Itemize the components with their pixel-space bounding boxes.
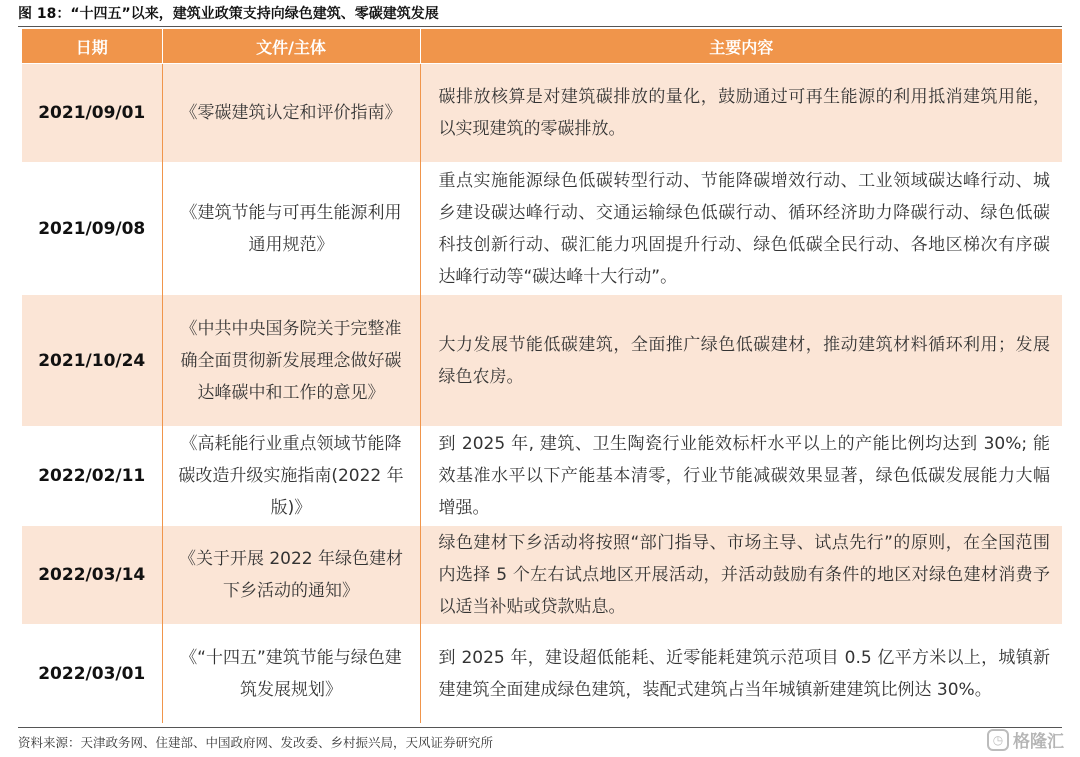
policy-table <box>22 29 1062 723</box>
table-row <box>22 163 1062 295</box>
header-content: 主要内容 <box>420 29 1062 64</box>
row-doc: 《建筑节能与可再生能源利用通用规范》 <box>162 163 420 295</box>
gelonghui-logo-icon: ◷ <box>987 729 1009 751</box>
header-date: 日期 <box>22 29 162 64</box>
row-content: 到 2025 年, 建筑、卫生陶瓷行业能效标杆水平以上的产能比例均达到 30%; 能效基准水平以下产能基本清零，行业节能减碳效果显著，绿色低碳发展能力大幅增强。 <box>420 427 1062 526</box>
row-content: 重点实施能源绿色低碳转型行动、节能降碳增效行动、工业领域碳达峰行动、城乡建设碳达峰行动、交通运输绿色低碳行动、循环经济助力降碳行动、绿色低碳科技创新行动、碳汇能力巩固提升行动、绿色低碳全民行动、各地区梯次有序碳达峰行动等“碳达峰十大行动”。 <box>420 163 1062 295</box>
table-row <box>22 295 1062 427</box>
row-doc: 《中共中央国务院关于完整准确全面贯彻新发展理念做好碳达峰碳中和工作的意见》 <box>162 295 420 427</box>
row-content: 到 2025 年，建设超低能耗、近零能耗建筑示范项目 0.5 亿平方米以上，城镇新建建筑全面建成绿色建筑，装配式建筑占当年城镇新建建筑比例达 30%。 <box>420 625 1062 723</box>
source-note: 资料来源：天津政务网、住建部、中国政府网、发改委、乡村振兴局，天风证券研究所 <box>18 735 494 750</box>
row-date: 2021/09/08 <box>22 163 162 295</box>
top-rule <box>18 26 1062 27</box>
row-content: 绿色建材下乡活动将按照“部门指导、市场主导、试点先行”的原则，在全国范围内选择 5 个左右试点地区开展活动，并活动鼓励有条件的地区对绿色建材消费予以适当补贴或贷款贴息。 <box>420 526 1062 625</box>
table-row <box>22 625 1062 723</box>
row-date: 2021/09/01 <box>22 64 162 163</box>
row-content: 碳排放核算是对建筑碳排放的量化，鼓励通过可再生能源的利用抵消建筑用能，以实现建筑的零碳排放。 <box>420 64 1062 163</box>
row-doc: 《高耗能行业重点领域节能降碳改造升级实施指南(2022 年版)》 <box>162 427 420 526</box>
bottom-rule <box>18 727 1062 728</box>
row-content: 大力发展节能低碳建筑，全面推广绿色低碳建材，推动建筑材料循环利用；发展绿色农房。 <box>420 295 1062 427</box>
table-row <box>22 427 1062 526</box>
watermark-text: 格隆汇 <box>1013 732 1064 752</box>
table-header-row <box>22 29 1062 64</box>
row-doc: 《“十四五”建筑节能与绿色建筑发展规划》 <box>162 625 420 723</box>
row-date: 2022/02/11 <box>22 427 162 526</box>
row-date: 2022/03/14 <box>22 526 162 625</box>
table-row <box>22 526 1062 625</box>
row-date: 2022/03/01 <box>22 625 162 723</box>
header-doc: 文件/主体 <box>162 29 420 64</box>
row-date: 2021/10/24 <box>22 295 162 427</box>
watermark <box>987 727 1064 752</box>
figure-title: 图 18：“十四五”以来，建筑业政策支持向绿色建筑、零碳建筑发展 <box>18 6 439 22</box>
table-row <box>22 64 1062 163</box>
row-doc: 《关于开展 2022 年绿色建材下乡活动的通知》 <box>162 526 420 625</box>
row-doc: 《零碳建筑认定和评价指南》 <box>162 64 420 163</box>
